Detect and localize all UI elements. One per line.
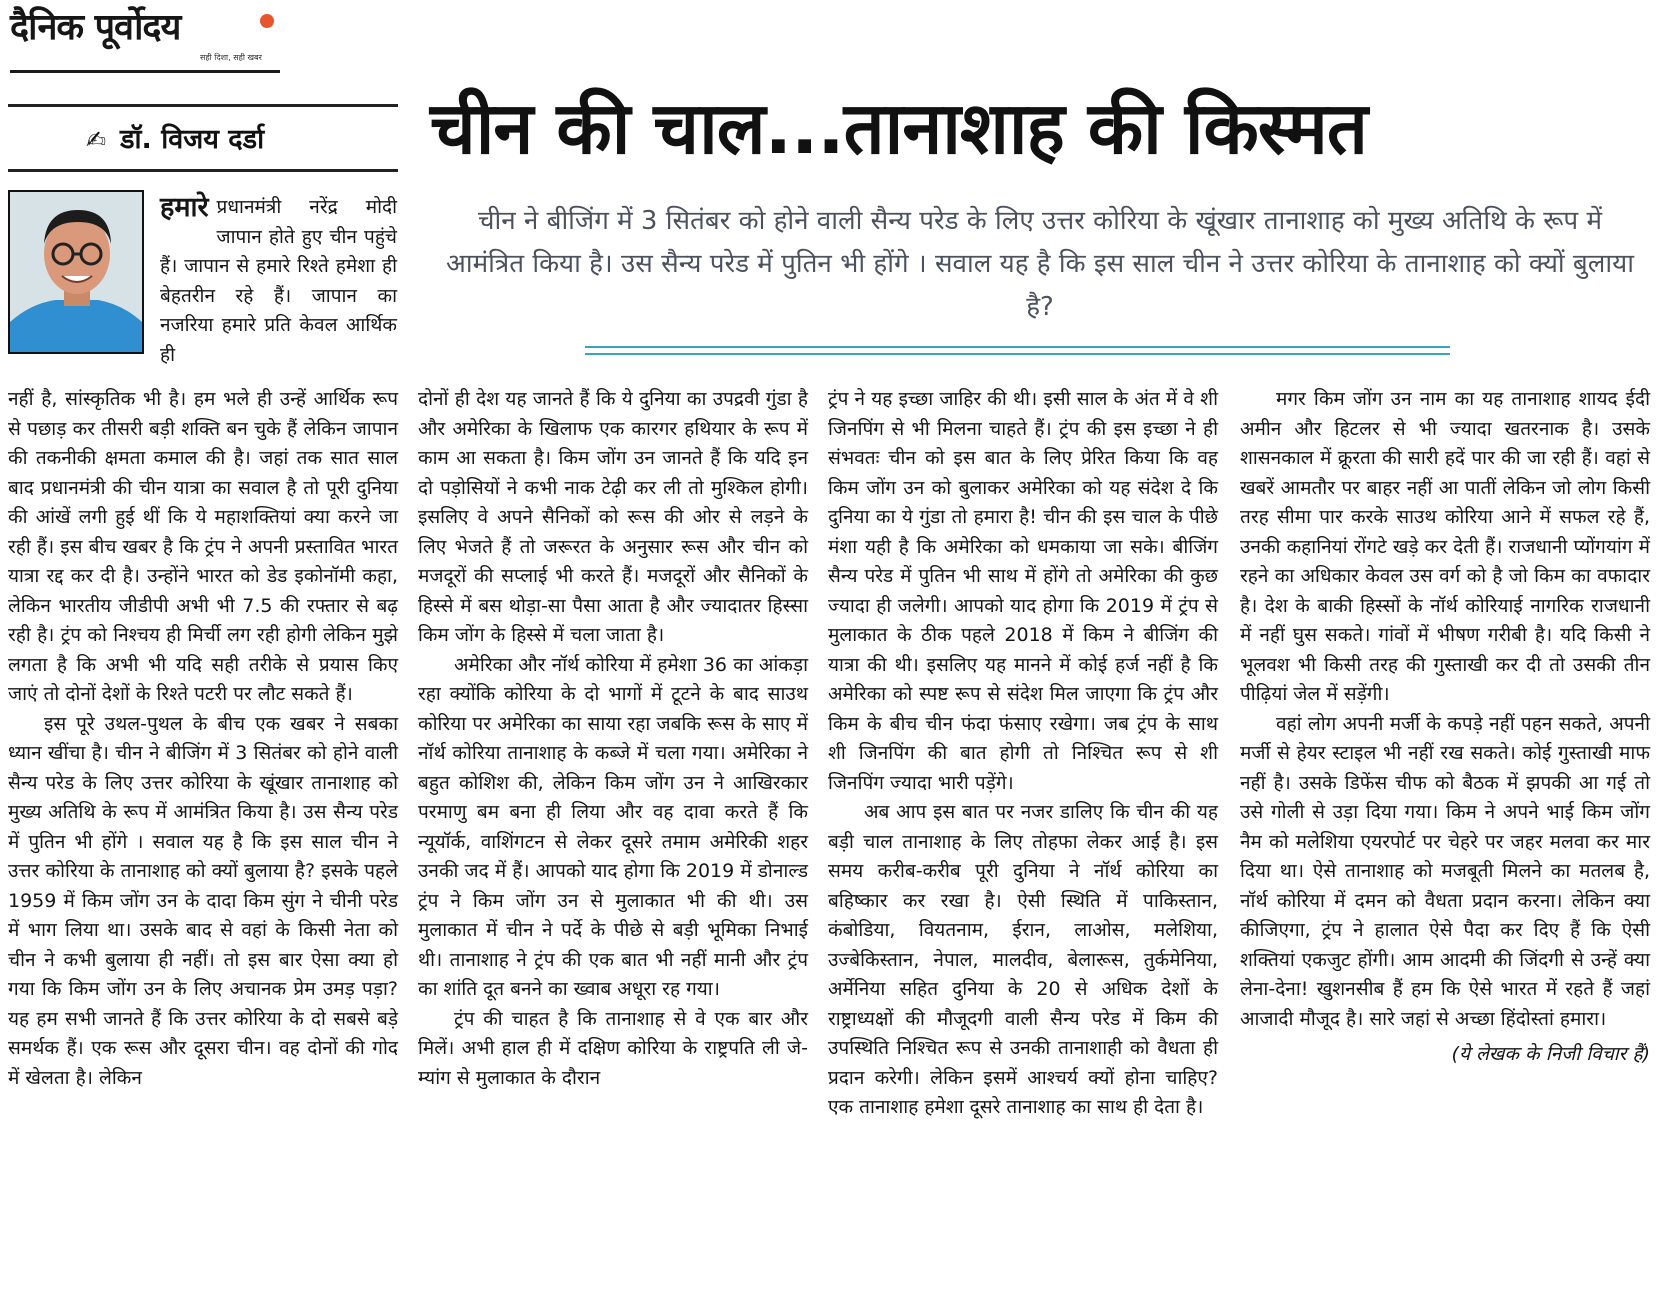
masthead-rule <box>10 70 280 73</box>
paragraph: मगर किम जोंग उन नाम का यह तानाशाह शायद ईदी अमीन और हिटलर से भी ज्यादा खतरनाक है। उसके शासनकाल में क्रूरता की सारी हदें पार की जा रही हैं। वहां से खबरें आमतौर पर बाहर नहीं आ पातीं लेकिन जो लोग किसी तरह सीमा पार करके साउथ कोरिया आने में सफल रहे हैं, उनकी कहानियां रोंगटे खड़े कर देती हैं। राजधानी प्योंगयांग में रहने का अधिकार केवल उस वर्ग को है जो किम का वफादार है। देश के बाकी हिस्सों के नॉर्थ कोरियाई नागरिक राजधानी में नहीं घुस सकते। गांवों में भीषण गरीबी है। यदि किसी ने भूलवश भी किसी तरह की गुस्ताखी कर दी तो उसकी तीन पीढ़ियां जेल में सड़ेंगी। <box>1240 388 1650 705</box>
paragraph: नहीं है, सांस्कृतिक भी है। हम भले ही उन्हें आर्थिक रूप से पछाड़ कर तीसरी बड़ी शक्ति बन चुके हैं लेकिन जापान की तकनीकी क्षमता कमाल की है। जहां तक सात साल बाद प्रधानमंत्री की चीन यात्रा का सवाल है तो पूरी दुनिया की आंखें लगी हुई थीं कि ये महाशक्तियां क्या करने जा रही हैं। इस बीच खबर है कि ट्रंप ने अपनी प्रस्तावित भारत यात्रा रद्द कर दी है। उन्होंने भारत को डेड इकोनॉमी कहा, लेकिन भारतीय जीडीपी अभी भी 7.5 की रफ्तार से बढ़ रही है। ट्रंप को निश्चय ही मिर्ची लग रही होगी लेकिन मुझे लगता है कि अभी भी यदि सही तरीके से प्रयास किए जाएं तो दोनों देशों के रिश्ते पटरी पर लौट सकते हैं। <box>8 388 398 705</box>
column-4 <box>1240 385 1650 1070</box>
column-3 <box>828 385 1218 1123</box>
article-intro <box>160 193 397 370</box>
logo-dot-icon <box>260 14 274 28</box>
intro-text: प्रधानमंत्री नरेंद्र मोदी जापान होते हुए चीन पहुंचे हैं। जापान से हमारे रिश्ते हमेशा ही बेहतरीन रहे हैं। जापान का नजरिया हमारे प्रति केवल आर्थिक ही <box>160 196 397 366</box>
author-photo <box>8 190 144 354</box>
paragraph: ट्रंप ने यह इच्छा जाहिर की थी। इसी साल के अंत में वे शी जिनपिंग से भी मिलना चाहते हैं। ट्रंप की इस इच्छा ने ही संभवतः चीन को इस बात के लिए प्रेरित किया कि वह किम जोंग उन को बुलाकर अमेरिका को यह संदेश दे कि दुनिया का ये गुंडा तो हमारा है! चीन की इस चाल के पीछे मंशा यही है कि अमेरिका को धमकाया जा सके। बीजिंग सैन्य परेड में पुतिन भी साथ में होंगे तो अमेरिका की कुछ ज्यादा ही जलेगी। आपको याद होगा कि 2019 में ट्रंप से मुलाकात के ठीक पहले 2018 में किम ने बीजिंग की यात्रा की थी। इसलिए यह मानने में कोई हर्ज नहीं है कि अमेरिका को स्पष्ट रूप से संदेश मिल जाएगा कि ट्रंप और किम के बीच चीन फंदा फंसाए रखेगा। जब ट्रंप के साथ शी जिनपिंग की बात होगी तो निश्चित रूप से शी जिनपिंग ज्यादा भारी पड़ेंगे। <box>828 388 1218 794</box>
paragraph: दोनों ही देश यह जानते हैं कि ये दुनिया का उपद्रवी गुंडा है और अमेरिका के खिलाफ एक कारगर हथियार के रूप में काम आ सकता है। किम जोंग उन जानते हैं कि यदि इन दो पड़ोसियों ने कभी नाक टेढ़ी कर ली तो मुश्किल होगी। इसलिए वे अपने सैनिकों को रूस की ओर से लड़ने के लिए भेजते हैं तो जरूरत के अनुसार रूस और चीन को मजदूरों की सप्लाई भी करते हैं। मजदूरों और सैनिकों के हिस्से में बस थोड़ा-सा पैसा आता है और ज्यादातर हिस्सा किम जोंग के हिस्से में चला जाता है। <box>418 388 808 646</box>
byline-box <box>8 104 398 172</box>
deck-rule-top <box>585 346 1450 348</box>
column-1 <box>8 385 398 1093</box>
paragraph: वहां लोग अपनी मर्जी के कपड़े नहीं पहन सकते, अपनी मर्जी से हेयर स्टाइल भी नहीं रख सकते। कोई गुस्ताखी माफ नहीं है। उसके डिफेंस चीफ को बैठक में झपकी आ गई तो उसे गोली से उड़ा दिया गया। किम ने अपने भाई किम जोंग नैम को मलेशिया एयरपोर्ट पर चेहरे पर जहर मलवा कर मार दिया था। ऐसे तानाशाह को मजबूती मिलने का मतलब है, नॉर्थ कोरिया में दमन को वैधता प्रदान करना। लेकिन क्या कीजिएगा, ट्रंप ने हालात ऐसे पैदा कर दिए हैं कि ऐसी शक्तियां एकजुट होंगी। आम आदमी की जिंदगी से उन्हें क्या लेना-देना! खुशनसीब हैं हम कि ऐसे भारत में रहते हैं जहां आजादी मौजूद है। सारे जहां से अच्छा हिंदोस्तां हमारा। <box>1240 712 1650 1030</box>
deck-rule-bottom <box>585 353 1450 355</box>
newspaper-logo: दैनिक पूर्वोदय <box>10 7 181 48</box>
paragraph: ट्रंप की चाहत है कि तानाशाह से वे एक बार और मिलें। अभी हाल ही में दक्षिण कोरिया के राष्ट्रपति ली जे-म्यांग से मुलाकात के दौरान <box>418 1007 808 1089</box>
logo-tagline: सही दिशा, सही खबर <box>200 53 262 62</box>
paragraph: अब आप इस बात पर नजर डालिए कि चीन की यह बड़ी चाल तानाशाह के लिए तोहफा लेकर आई है। इस समय करीब-करीब पूरी दुनिया ने नॉर्थ कोरिया का बहिष्कार कर रखा है। ऐसी स्थिति में पाकिस्तान, कंबोडिया, वियतनाम, ईरान, लाओस, मलेशिया, उज्बेकिस्तान, नेपाल, मालदीव, बेलारूस, तुर्कमेनिया, अर्मेनिया सहित दुनिया के 20 से अधिक देशों के राष्ट्राध्यक्षों की मौजूदगी वाली सैन्य परेड में किम की उपस्थिति निश्चित रूप से उनकी तानाशाही को वैधता ही प्रदान करेगी। लेकिन इसमें आश्चर्य क्यों होना चाहिए? एक तानाशाह हमेशा दूसरे तानाशाह का साथ ही देता है। <box>828 801 1218 1118</box>
author-name: डॉ. विजय दर्डा <box>120 124 265 155</box>
deck-summary: चीन ने बीजिंग में 3 सितंबर को होने वाली सैन्य परेड के लिए उत्तर कोरिया के खूंखार तानाशाह को मुख्य अतिथि के रूप में आमंत्रित किया है। उस सैन्य परेड में पुतिन भी होंगे । सवाल यह है कि इस साल चीन ने उत्तर कोरिया के तानाशाह को क्यों बुलाया है? <box>446 206 1634 322</box>
pen-icon: ✍ <box>86 126 107 154</box>
headline: चीन की चाल...तानाशाह की किस्मत <box>430 86 1367 170</box>
author-portrait-icon <box>10 192 142 352</box>
masthead <box>10 6 280 76</box>
paragraph: अमेरिका और नॉर्थ कोरिया में हमेशा 36 का आंकड़ा रहा क्योंकि कोरिया के दो भागों में टूटने के बाद साउथ कोरिया पर अमेरिका का साया रहा जबकि रूस के साए में नॉर्थ कोरिया तानाशाह के कब्जे में चला गया। अमेरिका ने बहुत कोशिश की, लेकिन किम जोंग उन ने आखिरकार परमाणु बम बना ही लिया और वह दावा करते हैं कि न्यूयॉर्क, वाशिंगटन से लेकर दूसरे तमाम अमेरिकी शहर उनकी जद में हैं। आपको याद होगा कि 2019 में डोनाल्ड ट्रंप ने किम जोंग उन से मुलाकात भी की थी। उस मुलाकात में चीन ने पर्दे के पीछे से बड़ी भूमिका निभाई थी। तानाशाह ने ट्रंप की एक बात भी नहीं मानी और ट्रंप का शांति दूत बनने का ख्वाब अधूरा रह गया। <box>418 653 808 1000</box>
byline <box>86 119 264 156</box>
paragraph: इस पूरे उथल-पुथल के बीच एक खबर ने सबका ध्यान खींचा है। चीन ने बीजिंग में 3 सितंबर को होने वाली सैन्य परेड के लिए उत्तर कोरिया के खूंखार तानाशाह को मुख्य अतिथि के रूप में आमंत्रित किया है। उस सैन्य परेड में पुतिन भी होंगे । सवाल यह है कि इस साल चीन ने उत्तर कोरिया के तानाशाह को क्यों बुलाया है? इसके पहले 1959 में किम जोंग उन के दादा किम सुंग ने चीनी परेड में भाग लिया था। उसके बाद से वहां के किसी नेता को चीन ने कभी बुलाया ही नहीं। तो इस बार ऐसा क्या हो गया कि किम जोंग उन के लिए अचानक प्रेम उमड़ पड़ा? यह हम सभी जानते हैं कि उत्तर कोरिया के दो सबसे बड़े समर्थक हैं। एक रूस और दूसरा चीन। वह दोनों की गोद में खेलता है। लेकिन <box>8 712 398 1089</box>
disclaimer: (ये लेखक के निजी विचार हैं) <box>1451 1043 1650 1065</box>
lead-word: हमारे <box>160 192 209 223</box>
column-2 <box>418 385 808 1093</box>
